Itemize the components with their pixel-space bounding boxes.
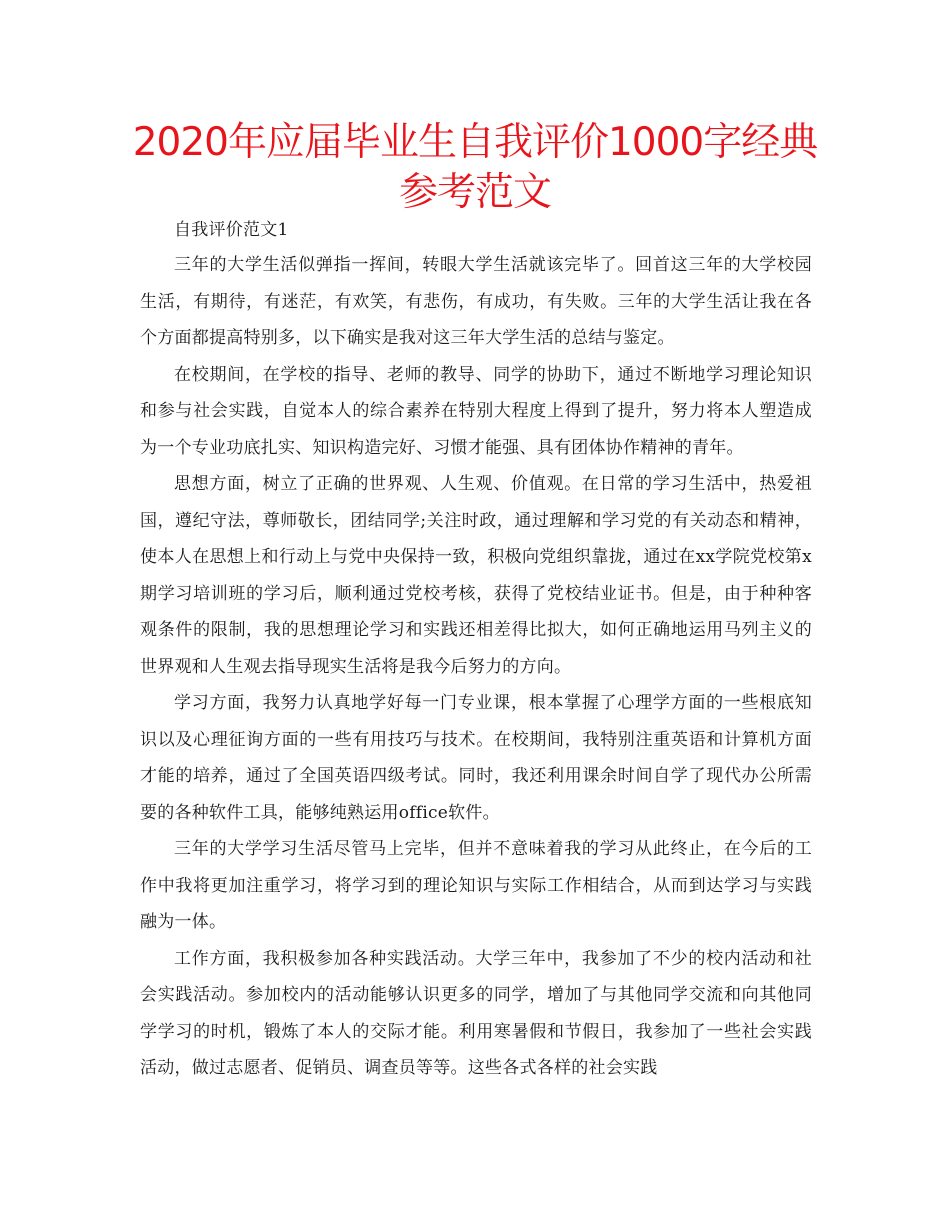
paragraph: 在校期间，在学校的指导、老师的教导、同学的协助下，通过不断地学习理论知识和参与社会实践，自觉本人的综合素养在特别大程度上得到了提升，努力将本人塑造成为一个专业功底扎实、知识构造完好、习惯才能强、具有团体协作精神的青年。 <box>140 364 812 458</box>
document-body <box>140 213 812 1087</box>
paragraph: 思想方面，树立了正确的世界观、人生观、价值观。在日常的学习生活中，热爱祖国，遵纪守法，尊师敬长，团结同学;关注时政，通过理解和学习党的有关动态和精神，使本人在思想上和行动上与党中央保持一致，积极向党组织靠拢，通过在xx学院党校第x期学习培训班的学习后，顺利通过党校考核，获得了党校结业证书。但是，由于种种客观条件的限制，我的思想理论学习和实践还相差得比拟大，如何正确地运用马列主义的世界观和人生观去指导现实生活将是我今后努力的方向。 <box>140 474 812 677</box>
section-heading: 自我评价范文1 <box>174 220 289 240</box>
paragraph: 三年的大学学习生活尽管马上完毕，但并不意味着我的学习从此终止，在今后的工作中我将更加注重学习，将学习到的理论知识与实际工作相结合，从而到达学习与实践融为一体。 <box>140 839 812 932</box>
paragraph: 三年的大学生活似弹指一挥间，转眼大学生活就该完毕了。回首这三年的大学校园生活，有期待，有迷茫，有欢笑，有悲伤，有成功，有失败。三年的大学生活让我在各个方面都提高特别多，以下确实是我对这三年大学生活的总结与鉴定。 <box>140 255 812 348</box>
document-title: 2020年应届毕业生自我评价1000字经典参考范文 <box>132 120 818 215</box>
paragraph: 工作方面，我积极参加各种实践活动。大学三年中，我参加了不少的校内活动和社会实践活动。参加校内的活动能够认识更多的同学，增加了与其他同学交流和向其他同学学习的时机，锻炼了本人的交际才能。利用寒暑假和节假日，我参加了一些社会实践活动，做过志愿者、促销员、调查员等等。这些各式各样的社会实践 <box>140 948 812 1078</box>
paragraph: 学习方面，我努力认真地学好每一门专业课，根本掌握了心理学方面的一些根底知识以及心理征询方面的一些有用技巧与技术。在校期间，我特别注重英语和计算机方面才能的培养，通过了全国英语四级考试。同时，我还利用课余时间自学了现代办公所需要的各种软件工具，能够纯熟运用office软件。 <box>140 693 812 823</box>
